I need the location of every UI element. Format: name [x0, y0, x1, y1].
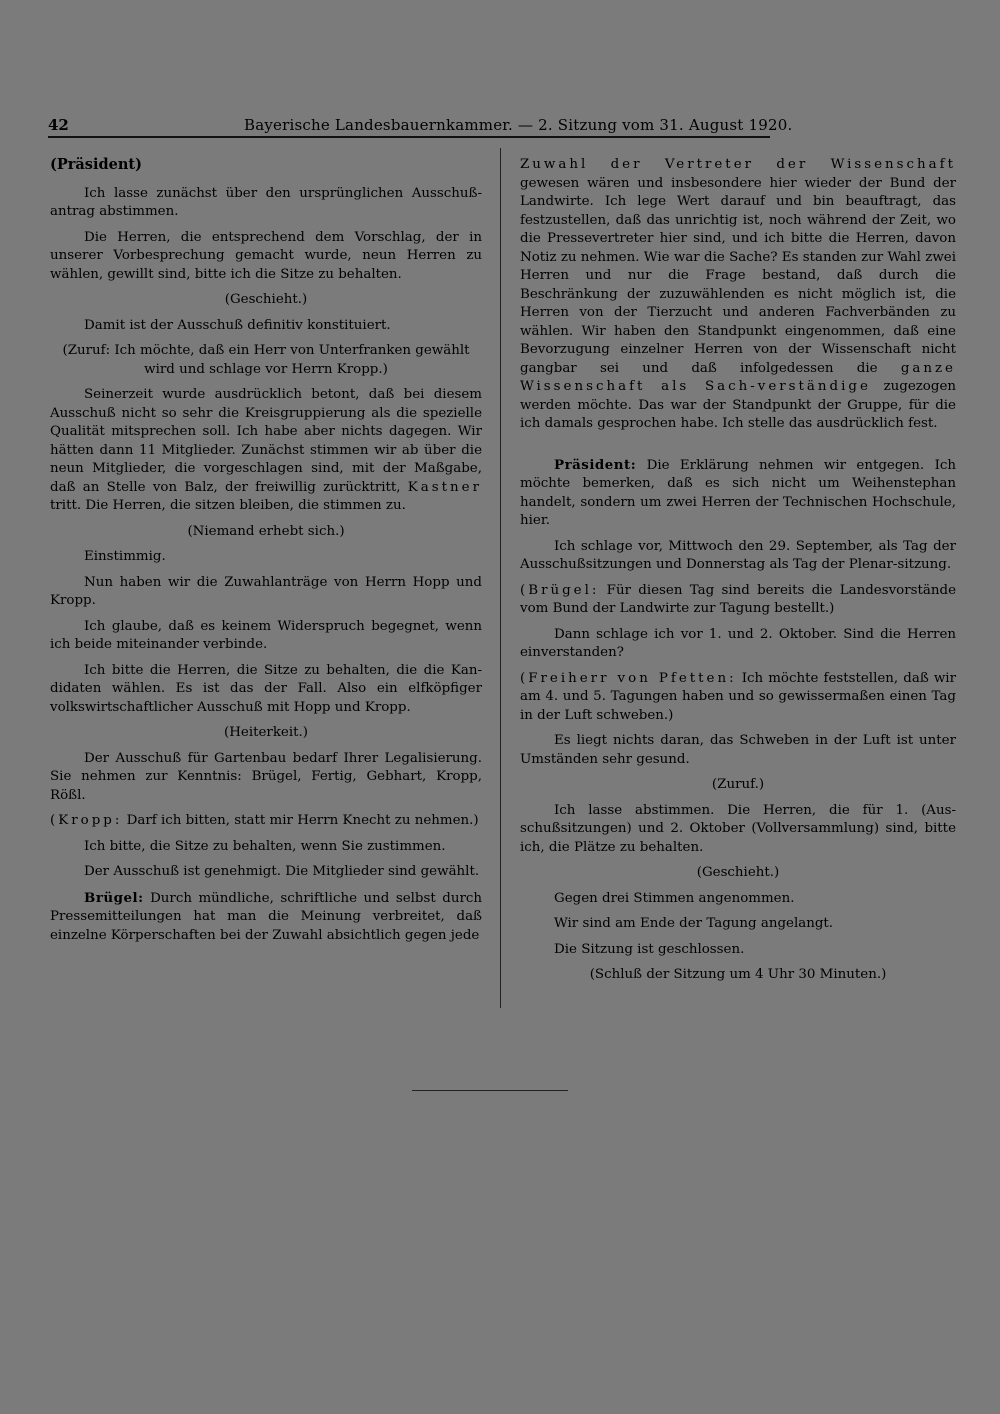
paragraph: Ich lasse abstimmen. Die Herren, die für 1. (Aus-schußsitzungen) und 2. Oktober (Vollversammlung) sind, bitte ich, die Plätze zu behalten.	[520, 802, 956, 855]
speaker-name: Brügel:	[84, 889, 144, 906]
stage-direction: (Niemand erhebt sich.)	[187, 523, 345, 539]
stage-direction: (Zuruf.)	[711, 777, 765, 792]
text-span: Seinerzeit wurde ausdrücklich betont, daß bei diesem Ausschuß nicht so sehr die Kreisgruppierung als die spezielle Qualität mitsprechen soll. Ich habe aber nichts dagegen. Wir hätten dann 11 Mitglieder. Zunächst stimmen wir ab über die neun Mitglieder, die vorgeschlagen sind, mit der Maßgabe, daß an Stelle von Balz, der freiwillig zurücktritt,	[50, 387, 482, 495]
end-rule	[412, 1090, 568, 1091]
closing-note: (Schluß der Sitzung um 4 Uhr 30 Minuten.)	[589, 967, 887, 982]
stage-direction: (Geschieht.)	[224, 292, 308, 307]
paragraph: Die Herren, die entsprechend dem Vorschlag, der in unserer Vorbesprechung gemacht wurde, neun Herren zu wählen, gewillt sind, bitte ich die Sitze zu behalten.	[50, 229, 482, 282]
page-number: 42	[48, 116, 69, 134]
paragraph	[50, 386, 482, 516]
paragraph: Ich bitte die Herren, die Sitze zu behalten, die die Kan-didaten wählen. Es ist das der Fall. Also ein elfköpfiger volkswirtschaftlicher Ausschuß mit Hopp und Kropp.	[50, 662, 482, 715]
paragraph	[520, 456, 956, 531]
text-span: Für diesen Tag sind bereits die Landesvorstände vom Bund der Landwirte zur Tagung bestellt.)	[520, 582, 956, 616]
paragraph: Einstimmig.	[84, 549, 166, 564]
text-span: Ich möchte feststellen, daß wir am 4. und 5. Tagungen haben und so gewissermaßen einen Tag in der Luft schweben.)	[520, 670, 956, 723]
interjection	[50, 812, 482, 831]
text-span: gewesen wären und insbesondere hier wieder der Bund der Landwirte. Ich lege Wert darauf und bin beauftragt, das festzustellen, daß das unrichtig ist, noch während der Zeit, wo die Pressevertreter hier sind, und ich bitte die Herren, davon Notiz zu nehmen. Wie war die Sache? Es standen zur Wahl zwei Herren und nur die Frage bestand, daß durch die Beschränkung der zuzuwählenden es nicht möglich ist, die Herren von der Tierzucht und anderen Fachverbänden zu wählen. Wir haben den Standpunkt eingenommen, daß eine Bevorzugung einzelner Herren von der Wissenschaft nicht gangbar sei und daß infolgedessen die	[520, 175, 956, 376]
paragraph: Es liegt nichts daran, das Schweben in der Luft ist unter Umständen sehr gesund.	[520, 733, 956, 767]
paragraph: Ich lasse zunächst über den ursprünglichen Ausschuß-antrag abstimmen.	[50, 185, 482, 219]
spaced-text: Zuwahl der Vertreter der Wissenschaft	[520, 157, 956, 172]
stage-direction: (Geschieht.)	[696, 865, 780, 880]
paragraph	[50, 889, 482, 946]
spaced-text: ganze Wissenschaft als Sach-verständige	[520, 360, 956, 394]
paragraph: Die Sitzung ist geschlossen.	[554, 941, 745, 957]
interjection: (Zuruf: Ich möchte, daß ein Herr von Unterfranken gewählt wird und schlage vor Herrn Kropp.)	[62, 343, 470, 377]
paragraph: Der Ausschuß ist genehmigt. Die Mitglieder sind gewählt.	[84, 864, 480, 879]
text-span: Die Erklärung nehmen wir entgegen. Ich möchte bemerken, daß es sich nicht um Weihenstephan handelt, sondern um zwei Herren der Technischen Hochschule, hier.	[520, 457, 956, 528]
interjection	[520, 670, 956, 726]
text-span: Durch mündliche, schriftliche und selbst durch Pressemitteilungen hat man die Meinung verbreitet, daß einzelne Körperschaften bei der Zuwahl absichtlich gegen jede	[50, 890, 482, 943]
paragraph: Dann schlage ich vor 1. und 2. Oktober. Sind die Herren einverstanden?	[520, 626, 956, 660]
text-span: tritt. Die Herren, die sitzen bleiben, die stimmen zu.	[50, 498, 406, 513]
paragraph: Nun haben wir die Zuwahlanträge von Herrn Hopp und Kropp.	[50, 574, 482, 608]
column-divider	[500, 148, 501, 1008]
speaker-label: (Präsident)	[50, 156, 142, 173]
right-column	[520, 156, 956, 992]
speaker-name: Präsident:	[554, 456, 637, 473]
header-title: Bayerische Landesbauernkammer. — 2. Sitzung vom 31. August 1920.	[244, 116, 793, 134]
left-column	[50, 156, 482, 952]
paragraph: Damit ist der Ausschuß definitiv konstituiert.	[84, 317, 391, 333]
speaker-name: (Brügel:	[520, 582, 600, 598]
paragraph: Ich bitte, die Sitze zu behalten, wenn Sie zustimmen.	[84, 838, 446, 854]
text-span: Darf ich bitten, statt mir Herrn Knecht zu nehmen.)	[126, 813, 479, 828]
speaker-name: (Kropp:	[50, 813, 123, 828]
paragraph: Gegen drei Stimmen angenommen.	[554, 890, 795, 906]
speaker-name: (Freiherr von Pfetten:	[520, 670, 737, 686]
interjection	[520, 582, 956, 619]
paragraph: Der Ausschuß für Gartenbau bedarf Ihrer Legalisierung. Sie nehmen zur Kenntnis: Brügel, Fertig, Gebhart, Kropp, Rößl.	[50, 750, 482, 803]
spaced-name: Kastner	[407, 479, 482, 495]
paragraph	[520, 156, 956, 434]
paragraph: Ich glaube, daß es keinem Widerspruch begegnet, wenn ich beide miteinander verbinde.	[50, 618, 482, 652]
running-header	[48, 112, 793, 138]
paragraph: Wir sind am Ende der Tagung angelangt.	[554, 916, 834, 931]
paragraph: Ich schlage vor, Mittwoch den 29. September, als Tag der Ausschußsitzungen und Donnerstag als Tag der Plenar-sitzung.	[520, 538, 956, 572]
header-rule	[48, 136, 770, 138]
text-span: zugezogen werden möchte. Das war der Standpunkt der Gruppe, für die ich damals gesprochen habe. Ich stelle das ausdrücklich fest.	[520, 379, 956, 431]
stage-direction: (Heiterkeit.)	[224, 725, 308, 740]
